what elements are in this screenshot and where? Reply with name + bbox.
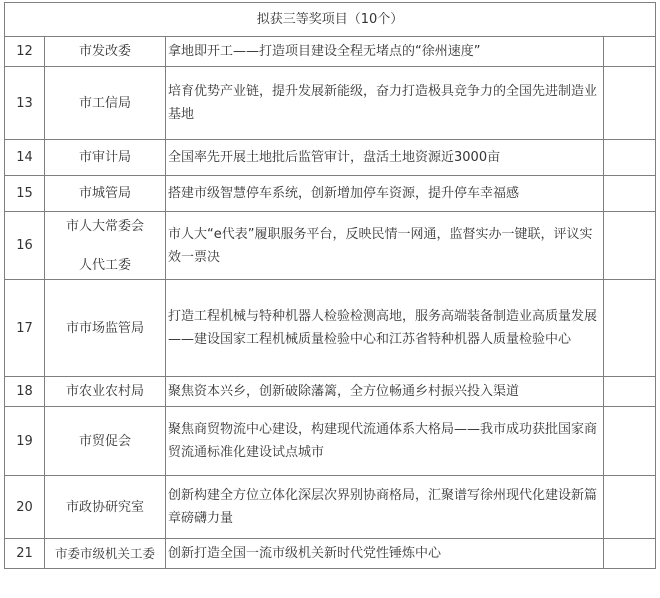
row-number: 20 xyxy=(5,476,45,539)
project-cell: 培育优势产业链，提升发展新能级，奋力打造极具竞争力的全国先进制造业基地 xyxy=(166,67,604,140)
project-cell: 拿地即开工——打造项目建设全程无堵点的“徐州速度” xyxy=(166,37,604,67)
project-cell: 搭建市级智慧停车系统，创新增加停车资源，提升停车幸福感 xyxy=(166,176,604,212)
department-cell: 市委市级机关工委 xyxy=(45,539,166,569)
empty-cell xyxy=(604,407,656,476)
row-number: 14 xyxy=(5,140,45,176)
row-number: 13 xyxy=(5,67,45,140)
empty-cell xyxy=(604,67,656,140)
table-row xyxy=(5,280,656,377)
table-title-row xyxy=(5,3,656,37)
department-cell: 市农业农村局 xyxy=(45,377,166,407)
project-cell: 市人大“e代表”履职服务平台，反映民情一网通，监督实办一键联，评议实效一票决 xyxy=(166,212,604,280)
empty-cell xyxy=(604,140,656,176)
row-number: 12 xyxy=(5,37,45,67)
row-number: 19 xyxy=(5,407,45,476)
line-gap xyxy=(45,239,165,253)
project-cell: 全国率先开展土地批后监管审计，盘活土地资源近3000亩 xyxy=(166,140,604,176)
department-cell xyxy=(45,212,166,280)
department-line: 人代工委 xyxy=(78,257,131,273)
empty-cell xyxy=(604,476,656,539)
table-row xyxy=(5,476,656,539)
department-cell: 市城管局 xyxy=(45,176,166,212)
department-cell: 市政协研究室 xyxy=(45,476,166,539)
table-row xyxy=(5,140,656,176)
department-cell: 市市场监管局 xyxy=(45,280,166,377)
project-cell: 聚焦资本兴乡，创新破除藩篱，全方位畅通乡村振兴投入渠道 xyxy=(166,377,604,407)
table-row xyxy=(5,37,656,67)
table-title: 拟获三等奖项目（10个） xyxy=(5,3,656,37)
project-cell: 聚焦商贸物流中心建设，构建现代流通体系大格局——我市成功获批国家商贸流通标准化建设试点城市 xyxy=(166,407,604,476)
department-cell: 市发改委 xyxy=(45,37,166,67)
empty-cell xyxy=(604,212,656,280)
row-number: 21 xyxy=(5,539,45,569)
empty-cell xyxy=(604,280,656,377)
table-row xyxy=(5,212,656,280)
row-number: 15 xyxy=(5,176,45,212)
row-number: 18 xyxy=(5,377,45,407)
empty-cell xyxy=(604,539,656,569)
project-cell: 创新打造全国一流市级机关新时代党性锤炼中心 xyxy=(166,539,604,569)
table-row xyxy=(5,67,656,140)
project-cell: 创新构建全方位立体化深层次界别协商格局，汇聚谱写徐州现代化建设新篇章磅礴力量 xyxy=(166,476,604,539)
empty-cell xyxy=(604,37,656,67)
department-cell: 市工信局 xyxy=(45,67,166,140)
department-cell: 市贸促会 xyxy=(45,407,166,476)
award-table xyxy=(4,2,656,569)
table-row xyxy=(5,377,656,407)
department-line: 市人大常委会 xyxy=(65,218,144,234)
project-cell: 打造工程机械与特种机器人检验检测高地，服务高端装备制造业高质量发展——建设国家工程机械质量检验中心和江苏省特种机器人质量检验中心 xyxy=(166,280,604,377)
row-number: 16 xyxy=(5,212,45,280)
table-row xyxy=(5,539,656,569)
table-row xyxy=(5,176,656,212)
empty-cell xyxy=(604,176,656,212)
table-row xyxy=(5,407,656,476)
empty-cell xyxy=(604,377,656,407)
department-cell: 市审计局 xyxy=(45,140,166,176)
row-number: 17 xyxy=(5,280,45,377)
